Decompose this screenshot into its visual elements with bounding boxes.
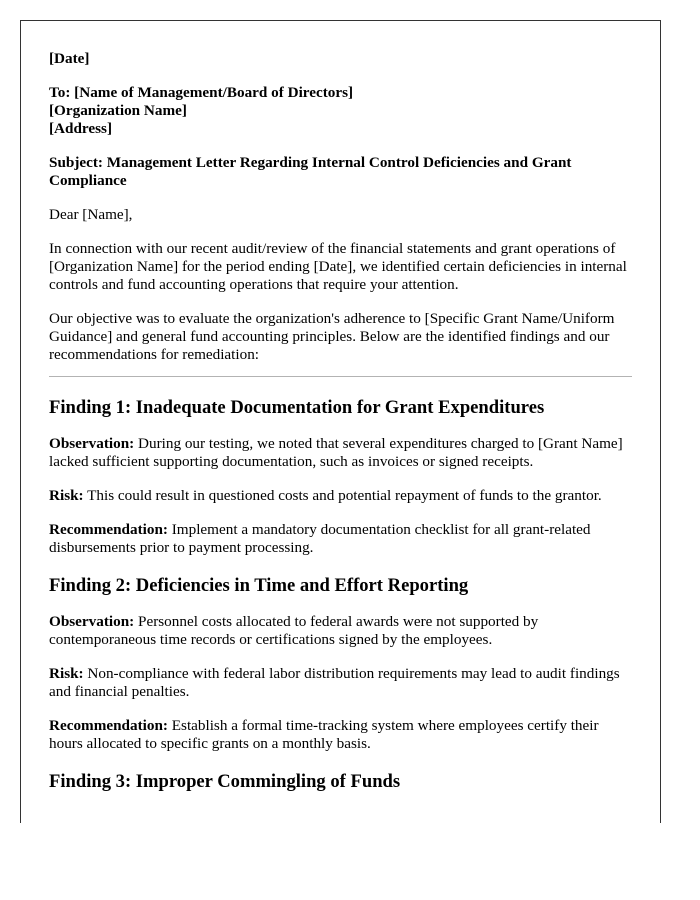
finding-1-title: Finding 1: Inadequate Documentation for Grant Expenditures	[49, 397, 545, 418]
finding-1-recommendation	[49, 521, 632, 557]
risk-text: This could result in questioned costs and potential repayment of funds to the grantor.	[83, 487, 602, 504]
finding-3-title: Finding 3: Improper Commingling of Funds	[49, 771, 401, 792]
finding-1-observation	[49, 435, 632, 471]
observation-text: Personnel costs allocated to federal awards were not supported by contemporaneous time records or certifications signed by the employees.	[49, 613, 539, 648]
recommendation-label: Recommendation:	[49, 717, 168, 734]
finding-2-recommendation	[49, 717, 632, 753]
recipient-block	[49, 84, 632, 138]
recommendation-text: Implement a mandatory documentation checklist for all grant-related disbursements prior to payment processing.	[49, 521, 591, 556]
finding-3	[49, 771, 632, 793]
recommendation-label: Recommendation:	[49, 521, 168, 538]
observation-label: Observation:	[49, 613, 135, 630]
section-divider	[49, 376, 632, 377]
risk-label: Risk:	[49, 665, 84, 682]
finding-2-observation	[49, 613, 632, 649]
finding-2	[49, 575, 632, 753]
intro-paragraph: In connection with our recent audit/review of the financial statements and grant operations of [Organization Name] for the period ending [Date], we identified certain deficiencies in internal controls and fund accounting operations that require your attention.	[49, 240, 627, 293]
letter-greeting: Dear [Name],	[49, 206, 133, 223]
finding-1-risk	[49, 487, 632, 505]
finding-2-title: Finding 2: Deficiencies in Time and Effort Reporting	[49, 575, 469, 596]
observation-text: During our testing, we noted that several expenditures charged to [Grant Name] lacked sufficient supporting documentation, such as invoices or signed receipts.	[49, 435, 623, 470]
finding-1	[49, 397, 632, 557]
letter-date: [Date]	[49, 50, 90, 67]
risk-label: Risk:	[49, 487, 84, 504]
recipient-to-line: To: [Name of Management/Board of Directors]	[49, 84, 354, 101]
risk-text: Non-compliance with federal labor distribution requirements may lead to audit findings and financial penalties.	[49, 665, 620, 700]
letter-subject: Subject: Management Letter Regarding Internal Control Deficiencies and Grant Compliance	[49, 154, 572, 189]
observation-label: Observation:	[49, 435, 135, 452]
letter-page	[20, 20, 661, 823]
finding-2-risk	[49, 665, 632, 701]
objective-paragraph: Our objective was to evaluate the organization's adherence to [Specific Grant Name/Uniform Guidance] and general fund accounting principles. Below are the identified findings and our recommendations for remediation:	[49, 310, 615, 363]
recommendation-text: Establish a formal time-tracking system where employees certify their hours allocated to specific grants on a monthly basis.	[49, 717, 599, 752]
recipient-address: [Address]	[49, 120, 113, 137]
recipient-organization: [Organization Name]	[49, 102, 187, 119]
